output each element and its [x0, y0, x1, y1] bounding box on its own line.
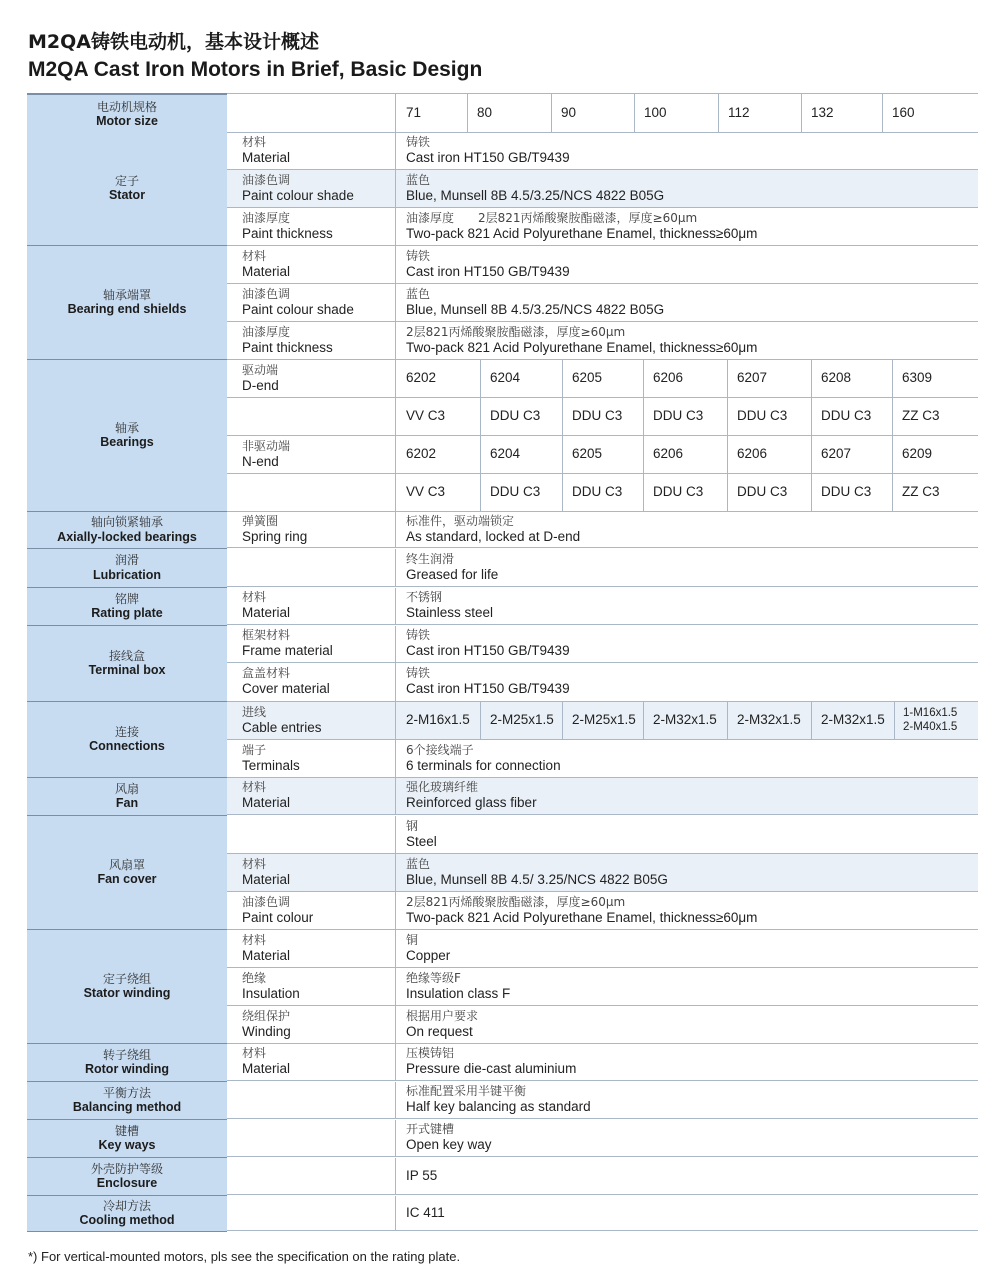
size-cell: 112	[719, 94, 802, 132]
enclosure-row: IP 55	[227, 1158, 978, 1195]
page-title-en: M2QA Cast Iron Motors in Brief, Basic Design	[28, 58, 483, 81]
label-terminal-box: 接线盒 Terminal box	[27, 626, 227, 702]
shields-material-row: 材料 Material 铸铁 Cast iron HT150 GB/T9439	[227, 246, 978, 284]
bearing-cell: DDU C3	[812, 474, 893, 511]
bearing-cell: 6207	[812, 436, 893, 473]
motor-size-cells	[397, 94, 978, 132]
cable-cell: 2-M32x1.5	[812, 702, 895, 739]
motor-size-row	[227, 93, 978, 133]
bearing-cell: 6204	[481, 360, 563, 397]
footnote: *) For vertical-mounted motors, pls see the specification on the rating plate.	[28, 1249, 461, 1264]
rotor-winding-row: 材料 Material 压模铸铝 Pressure die-cast aluminium	[227, 1044, 978, 1081]
label-motor-size: 电动机规格 Motor size	[27, 93, 227, 135]
bearing-cell: 6206	[728, 436, 812, 473]
label-axially-locked: 轴向锁紧轴承 Axially-locked bearings	[27, 512, 227, 549]
fan-cover-paint-row: 油漆色调 Paint colour 2层821丙烯酸聚胺酯磁漆，厚度≥60μm Two-pack 821 Acid Polyurethane Enamel, thickness≥60μm	[227, 892, 978, 930]
bearings-n-end-codes-row: 非驱动端 N-end 6202 6204 6205 6206 6206 6207 6209	[227, 436, 978, 474]
cable-cell: 2-M25x1.5	[563, 702, 644, 739]
bearing-cell: DDU C3	[481, 398, 563, 435]
bearing-cell: VV C3	[397, 474, 481, 511]
cooling-row: IC 411	[227, 1196, 978, 1231]
bearing-cell: ZZ C3	[902, 484, 940, 500]
shields-paint-thickness-row: 油漆厚度 Paint thickness 2层821丙烯酸聚胺酯磁漆，厚度≥60μm Two-pack 821 Acid Polyurethane Enamel, thickness≥60μm	[227, 322, 978, 360]
bearing-cell: 6205	[563, 436, 644, 473]
rating-plate-row: 材料 Material 不锈钢 Stainless steel	[227, 588, 978, 625]
label-key-ways: 键槽 Key ways	[27, 1120, 227, 1158]
cable-cell: 2-M16x1.5	[397, 702, 481, 739]
bearings-d-end-types-row	[227, 398, 978, 436]
bearing-cell: 6206	[644, 360, 728, 397]
label-stator: 定子 Stator	[27, 132, 227, 246]
label-fan-cover: 风扇罩 Fan cover	[27, 816, 227, 930]
bearings-n-end-types-row	[227, 474, 978, 512]
label-fan: 风扇 Fan	[27, 778, 227, 816]
size-cell: 132	[802, 94, 883, 132]
bearing-cell: 6202	[397, 436, 481, 473]
label-bearings: 轴承 Bearings	[27, 360, 227, 512]
lubrication-row: 终生润滑 Greased for life	[227, 549, 978, 587]
cable-cell: 2-M25x1.5	[481, 702, 563, 739]
key-ways-row: 开式键槽 Open key way	[227, 1120, 978, 1157]
bearing-cell: 6204	[481, 436, 563, 473]
size-cell: 160	[892, 104, 915, 120]
bearing-cell: 6205	[563, 360, 644, 397]
size-cell: 80	[468, 94, 552, 132]
cable-cell: 2-M32x1.5	[728, 702, 812, 739]
stator-winding-protection-row: 绕组保护 Winding 根据用户要求 On request	[227, 1006, 978, 1044]
size-cell: 90	[552, 94, 635, 132]
cable-cell: 1-M16x1.5 2-M40x1.5	[903, 706, 958, 733]
size-cell: 71	[397, 94, 468, 132]
label-stator-winding: 定子绕组 Stator winding	[27, 930, 227, 1044]
label-balancing: 平衡方法 Balancing method	[27, 1082, 227, 1120]
stator-winding-material-row: 材料 Material 铜 Copper	[227, 930, 978, 968]
bearing-cell: 6207	[728, 360, 812, 397]
bearing-cell: ZZ C3	[902, 408, 940, 424]
axially-locked-row: 弹簧圈 Spring ring 标准件，驱动端锁定 As standard, locked at D-end	[227, 512, 978, 548]
connections-cable-row: 进线 Cable entries 2-M16x1.5 2-M25x1.5 2-M25x1.5 2-M32x1.5 2-M32x1.5 2-M32x1.5 1-M16x1.5 2-M40x1.5	[227, 702, 978, 740]
bearing-cell: DDU C3	[563, 474, 644, 511]
stator-material-row: 材料 Material 铸铁 Cast iron HT150 GB/T9439	[227, 132, 978, 170]
terminal-box-frame-row: 框架材料 Frame material 铸铁 Cast iron HT150 GB/T9439	[227, 626, 978, 663]
size-cell: 100	[635, 94, 719, 132]
bearing-cell: 6309	[902, 370, 933, 386]
bearing-cell: 6208	[812, 360, 893, 397]
bearing-cell: DDU C3	[728, 398, 812, 435]
bearing-cell: 6209	[902, 446, 933, 462]
bearing-cell: DDU C3	[644, 398, 728, 435]
bearing-cell: DDU C3	[728, 474, 812, 511]
label-rating-plate: 铭牌 Rating plate	[27, 588, 227, 626]
shields-paint-shade-row: 油漆色调 Paint colour shade 蓝色 Blue, Munsell 8B 4.5/3.25/NCS 4822 B05G	[227, 284, 978, 322]
stator-paint-thickness-row: 油漆厚度 Paint thickness 油漆厚度 2层821丙烯酸聚胺酯磁漆，厚度≥60μm Two-pack 821 Acid Polyurethane Enamel, thickness≥60μm	[227, 208, 978, 246]
page-title-cn: M2QA铸铁电动机，基本设计概述	[28, 31, 319, 53]
bearing-cell: DDU C3	[644, 474, 728, 511]
bearing-cell: DDU C3	[481, 474, 563, 511]
bearing-cell: 6206	[644, 436, 728, 473]
bearing-cell: DDU C3	[812, 398, 893, 435]
label-rotor-winding: 转子绕组 Rotor winding	[27, 1044, 227, 1082]
label-cooling: 冷却方法 Cooling method	[27, 1196, 227, 1232]
fan-cover-steel-row: 钢 Steel	[227, 816, 978, 854]
balancing-row: 标准配置采用半键平衡 Half key balancing as standard	[227, 1082, 978, 1119]
label-bearing-end-shields: 轴承端罩 Bearing end shields	[27, 246, 227, 360]
connections-terminals-row: 端子 Terminals 6个接线端子 6 terminals for connection	[227, 740, 978, 778]
label-enclosure: 外壳防护等级 Enclosure	[27, 1158, 227, 1196]
label-connections: 连接 Connections	[27, 702, 227, 778]
bearing-cell: DDU C3	[563, 398, 644, 435]
bearings-d-end-codes-row: 驱动端 D-end 6202 6204 6205 6206 6207 6208 6309	[227, 360, 978, 398]
fan-row: 材料 Material 强化玻璃纤维 Reinforced glass fiber	[227, 778, 978, 815]
fan-cover-material-row: 材料 Material 蓝色 Blue, Munsell 8B 4.5/ 3.25/NCS 4822 B05G	[227, 854, 978, 892]
label-lubrication: 润滑 Lubrication	[27, 549, 227, 588]
stator-paint-shade-row: 油漆色调 Paint colour shade 蓝色 Blue, Munsell 8B 4.5/3.25/NCS 4822 B05G	[227, 170, 978, 208]
cable-cell: 2-M32x1.5	[644, 702, 728, 739]
stator-winding-insulation-row: 绝缘 Insulation 绝缘等级F Insulation class F	[227, 968, 978, 1006]
bearing-cell: 6202	[397, 360, 481, 397]
bearing-cell: VV C3	[397, 398, 481, 435]
terminal-box-cover-row: 盒盖材料 Cover material 铸铁 Cast iron HT150 GB/T9439	[227, 663, 978, 702]
